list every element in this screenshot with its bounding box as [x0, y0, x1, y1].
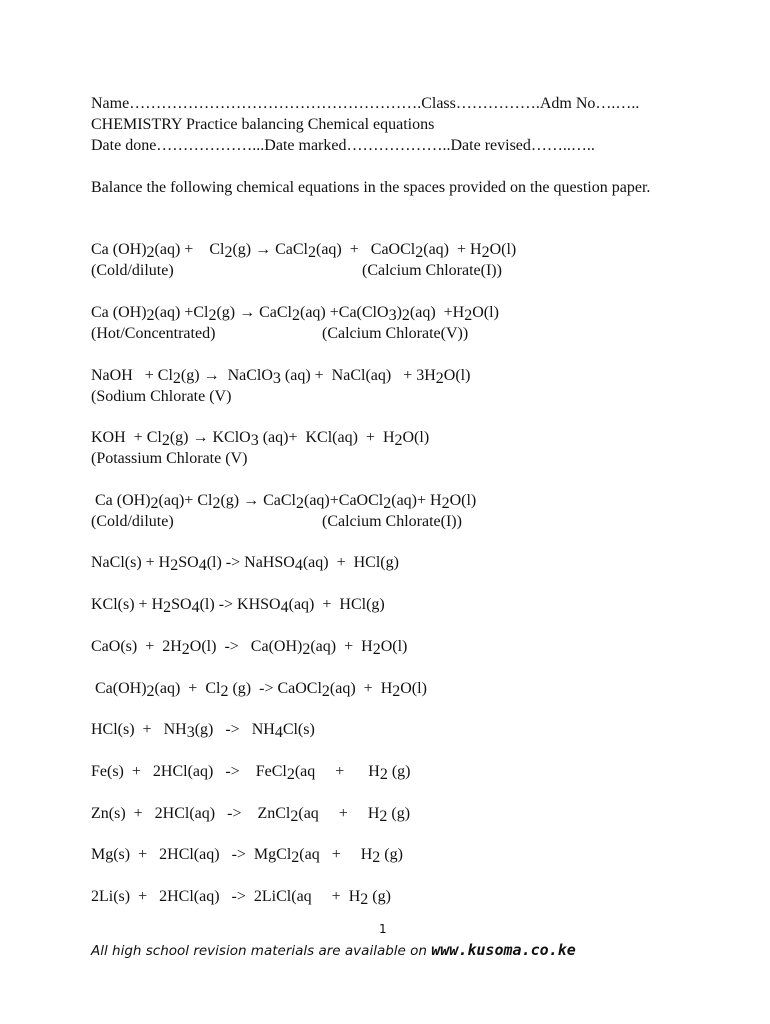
equation-text: $KCl(s) + H_2SO_4(l)$ -> $KHSO_4(aq) + HCl(g)$	[91, 596, 385, 616]
footer-text: All high school revision materials are available on	[91, 943, 432, 959]
equation-text: $Ca(OH)_2(aq) + Cl_2$ (g) -> CaOCl$_2$(aq) + $H_2O(l)$	[91, 680, 427, 700]
equation-text: Zn(s) + 2HCl(aq) -> ZnCl$_2$(aq + $H_2$ (g)	[91, 805, 411, 825]
equation-text: Ca $(OH)_2(aq)+ Cl_2(g)$ → CaCl$_2$(aq)+CaOCl$_2$(aq)+ $H_2O(l)$	[91, 492, 477, 512]
equation-text: Fe(s) + 2HCl(aq) -> FeCl$_2$(aq + $H_2$ (g)	[91, 763, 411, 783]
equation-text: KOH + $Cl_2(g)$ → KClO$_3$ $(aq)+ KCl(aq) + H_2O(l)$	[91, 429, 430, 449]
equation-text: 2Li(s) + 2HCl(aq) -> 2LiCl(aq + $H_2$ (g)	[91, 888, 391, 908]
equation-condition-note: (Cold/dilute)	[91, 513, 174, 530]
equation-text: NaCl(s) + $H_2SO_4(l)$ -> NaHSO$_4$(aq) + HCl(g)	[91, 554, 399, 574]
equation-text: Ca $(OH)_2(aq) +Cl_2(g)$ → CaCl$_2$(aq) $+Ca(ClO_3)_2(aq) +H_2O(l)$	[91, 304, 499, 324]
equation-condition-note: (Hot/Concentrated)	[91, 325, 216, 342]
dates-line: Date done………………...Date marked………………..Date revised……..…..	[91, 137, 595, 154]
footer	[91, 941, 576, 959]
equation-text: Mg(s) + 2HCl(aq) -> MgCl$_2$(aq + $H_2$ (g)	[91, 846, 403, 866]
equation-condition-note: (Cold/dilute)	[91, 262, 174, 279]
equation-text: Ca $(OH)_2(aq)$ + $Cl_2(g)$ → CaCl$_2$(aq) + CaOCl$_2$(aq) + $H_2O(l)$	[91, 241, 517, 261]
name-class-adm-line: Name……………………………………………….Class…………….Adm No….…..	[91, 95, 640, 112]
equation-product-name-note: (Calcium Chlorate(I))	[362, 262, 502, 279]
equation-text: $HCl(s) + NH_3(g) -> NH_4Cl(s)$	[91, 721, 315, 741]
page-number: 1	[379, 922, 387, 936]
footer-website-link[interactable]: www.kusoma.co.ke	[431, 941, 576, 959]
equation-condition-note: (Potassium Chlorate (V)	[91, 450, 248, 467]
equation-condition-note: (Sodium Chlorate (V)	[91, 388, 232, 405]
equation-product-name-note: (Calcium Chlorate(V))	[322, 325, 469, 342]
equation-text: NaOH + $Cl_2(g)$ → NaClO$_3$ (aq) + NaCl(aq) + $3H_2O(l)$	[91, 367, 471, 387]
equation-product-name-note: (Calcium Chlorate(I))	[322, 513, 462, 530]
instruction-text: Balance the following chemical equations in the spaces provided on the question paper.	[91, 179, 651, 196]
equation-text: $CaO(s) + 2H_2O(l) -> Ca(OH)_2(aq) + H_2O(l)$	[91, 638, 408, 658]
document-title: CHEMISTRY Practice balancing Chemical equations	[91, 116, 435, 133]
